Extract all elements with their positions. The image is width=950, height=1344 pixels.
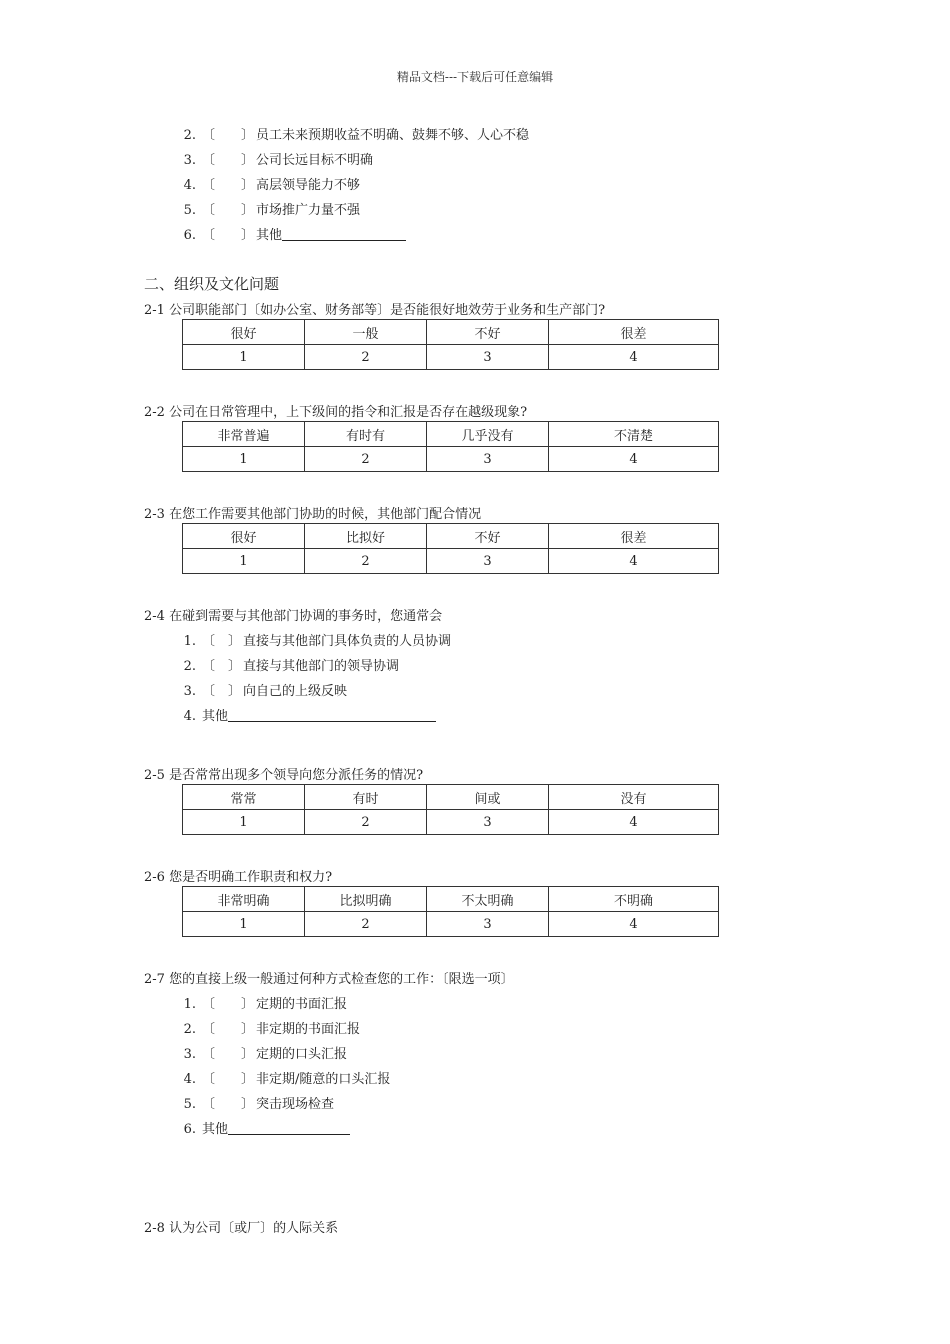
option-label: 不好	[427, 320, 549, 345]
list-item	[174, 1018, 360, 1037]
option-value[interactable]: 4	[549, 345, 719, 370]
item-text: 其他	[202, 709, 229, 724]
option-label: 有时有	[305, 422, 427, 447]
item-text: 突击现场检查	[256, 1097, 335, 1112]
question-2-3: 2-3 在您工作需要其他部门协助的时候，其他部门配合情况	[144, 507, 482, 522]
option-label: 没有	[549, 785, 719, 810]
fill-in-blank[interactable]	[228, 1121, 350, 1135]
options-table-2-2	[182, 421, 719, 472]
option-value[interactable]: 2	[305, 549, 427, 574]
option-label: 常常	[183, 785, 305, 810]
item-number: 2.	[183, 128, 196, 143]
item-number: 3.	[183, 684, 196, 699]
page-header: 精品文档---下载后可任意编辑	[396, 70, 554, 84]
item-number: 4.	[183, 1072, 196, 1087]
item-text: 公司长远目标不明确	[256, 153, 374, 168]
item-text: 定期的书面汇报	[256, 997, 348, 1012]
table-row	[183, 345, 719, 370]
checkbox-bracket[interactable]: 〔 〕	[202, 228, 255, 243]
fill-in-blank[interactable]	[228, 708, 436, 722]
option-value[interactable]: 3	[427, 549, 549, 574]
question-2-8: 2-8 认为公司〔或厂〕的人际关系	[144, 1221, 339, 1236]
checkbox-bracket[interactable]: 〔 〕	[202, 178, 255, 193]
option-label: 很差	[549, 320, 719, 345]
list-item	[174, 224, 406, 243]
list-item	[174, 680, 347, 699]
list-item	[174, 1068, 390, 1087]
table-row	[183, 887, 719, 912]
list-item	[174, 1043, 347, 1062]
option-label: 非常明确	[183, 887, 305, 912]
question-2-7: 2-7 您的直接上级一般通过何种方式检查您的工作：〔限选一项〕	[144, 972, 514, 987]
table-row	[183, 549, 719, 574]
checkbox-bracket[interactable]: 〔 〕	[202, 153, 255, 168]
options-table-2-6	[182, 886, 719, 937]
item-number: 3.	[183, 153, 196, 168]
item-text: 其他	[202, 1122, 229, 1137]
table-row	[183, 447, 719, 472]
table-row	[183, 422, 719, 447]
option-value[interactable]: 3	[427, 345, 549, 370]
item-number: 2.	[183, 1022, 196, 1037]
option-value[interactable]: 1	[183, 810, 305, 835]
item-number: 3.	[183, 1047, 196, 1062]
option-value[interactable]: 2	[305, 912, 427, 937]
option-value[interactable]: 1	[183, 345, 305, 370]
item-number: 1.	[183, 634, 196, 649]
option-value[interactable]: 3	[427, 912, 549, 937]
item-text: 直接与其他部门的领导协调	[243, 659, 400, 674]
option-value[interactable]: 2	[305, 810, 427, 835]
item-text: 市场推广力量不强	[256, 203, 361, 218]
option-label: 很好	[183, 524, 305, 549]
option-value[interactable]: 3	[427, 810, 549, 835]
option-label: 比拟好	[305, 524, 427, 549]
checkbox-bracket[interactable]: 〔 〕	[202, 1047, 255, 1062]
option-value[interactable]: 1	[183, 912, 305, 937]
option-label: 很差	[549, 524, 719, 549]
option-label: 不明确	[549, 887, 719, 912]
question-2-1: 2-1 公司职能部门〔如办公室、财务部等〕是否能很好地效劳于业务和生产部门?	[144, 303, 606, 318]
table-row	[183, 785, 719, 810]
list-item	[174, 1093, 334, 1112]
list-item	[174, 993, 347, 1012]
list-item	[174, 199, 360, 218]
option-value[interactable]: 1	[183, 447, 305, 472]
list-item	[174, 705, 436, 724]
item-text: 直接与其他部门具体负责的人员协调	[243, 634, 452, 649]
option-value[interactable]: 4	[549, 447, 719, 472]
item-text: 高层领导能力不够	[256, 178, 361, 193]
list-item	[174, 655, 399, 674]
item-number: 4.	[183, 178, 196, 193]
list-item	[174, 1118, 350, 1137]
item-number: 6.	[183, 1122, 196, 1137]
checkbox-bracket[interactable]: 〔 〕	[202, 128, 255, 143]
checkbox-bracket[interactable]: 〔 〕	[202, 634, 242, 649]
option-value[interactable]: 4	[549, 912, 719, 937]
question-2-5: 2-5 是否常常出现多个领导向您分派任务的情况?	[144, 768, 424, 783]
checkbox-bracket[interactable]: 〔 〕	[202, 1072, 255, 1087]
table-row	[183, 320, 719, 345]
checkbox-bracket[interactable]: 〔 〕	[202, 1022, 255, 1037]
checkbox-bracket[interactable]: 〔 〕	[202, 684, 242, 699]
item-number: 5.	[183, 203, 196, 218]
question-2-4: 2-4 在碰到需要与其他部门协调的事务时，您通常会	[144, 609, 443, 624]
option-label: 不清楚	[549, 422, 719, 447]
question-2-2: 2-2 公司在日常管理中，上下级间的指令和汇报是否存在越级现象?	[144, 405, 528, 420]
option-label: 间或	[427, 785, 549, 810]
option-value[interactable]: 2	[305, 345, 427, 370]
option-label: 很好	[183, 320, 305, 345]
option-label: 不好	[427, 524, 549, 549]
option-label: 有时	[305, 785, 427, 810]
section-title: 二、组织及文化问题	[144, 275, 280, 293]
list-item	[174, 124, 529, 143]
options-table-2-5	[182, 784, 719, 835]
options-table-2-3	[182, 523, 719, 574]
item-text: 向自己的上级反映	[243, 684, 348, 699]
question-2-6: 2-6 您是否明确工作职责和权力?	[144, 870, 333, 885]
checkbox-bracket[interactable]: 〔 〕	[202, 1097, 255, 1112]
option-label: 一般	[305, 320, 427, 345]
item-text: 非定期/随意的口头汇报	[256, 1072, 391, 1087]
option-value[interactable]: 4	[549, 810, 719, 835]
item-text: 其他	[256, 228, 283, 243]
table-row	[183, 810, 719, 835]
option-label: 比拟明确	[305, 887, 427, 912]
table-row	[183, 524, 719, 549]
item-number: 5.	[183, 1097, 196, 1112]
item-number: 1.	[183, 997, 196, 1012]
option-value[interactable]: 1	[183, 549, 305, 574]
list-item	[174, 174, 360, 193]
item-number: 2.	[183, 659, 196, 674]
option-label: 不太明确	[427, 887, 549, 912]
option-value[interactable]: 3	[427, 447, 549, 472]
item-number: 6.	[183, 228, 196, 243]
fill-in-blank[interactable]	[282, 227, 406, 241]
checkbox-bracket[interactable]: 〔 〕	[202, 203, 255, 218]
table-row	[183, 912, 719, 937]
item-text: 定期的口头汇报	[256, 1047, 348, 1062]
list-item	[174, 149, 373, 168]
checkbox-bracket[interactable]: 〔 〕	[202, 997, 255, 1012]
checkbox-bracket[interactable]: 〔 〕	[202, 659, 242, 674]
options-table-2-1	[182, 319, 719, 370]
option-label: 几乎没有	[427, 422, 549, 447]
option-value[interactable]: 2	[305, 447, 427, 472]
item-number: 4.	[183, 709, 196, 724]
item-text: 员工未来预期收益不明确、鼓舞不够、人心不稳	[256, 128, 530, 143]
option-label: 非常普遍	[183, 422, 305, 447]
item-text: 非定期的书面汇报	[256, 1022, 361, 1037]
option-value[interactable]: 4	[549, 549, 719, 574]
list-item	[174, 630, 451, 649]
